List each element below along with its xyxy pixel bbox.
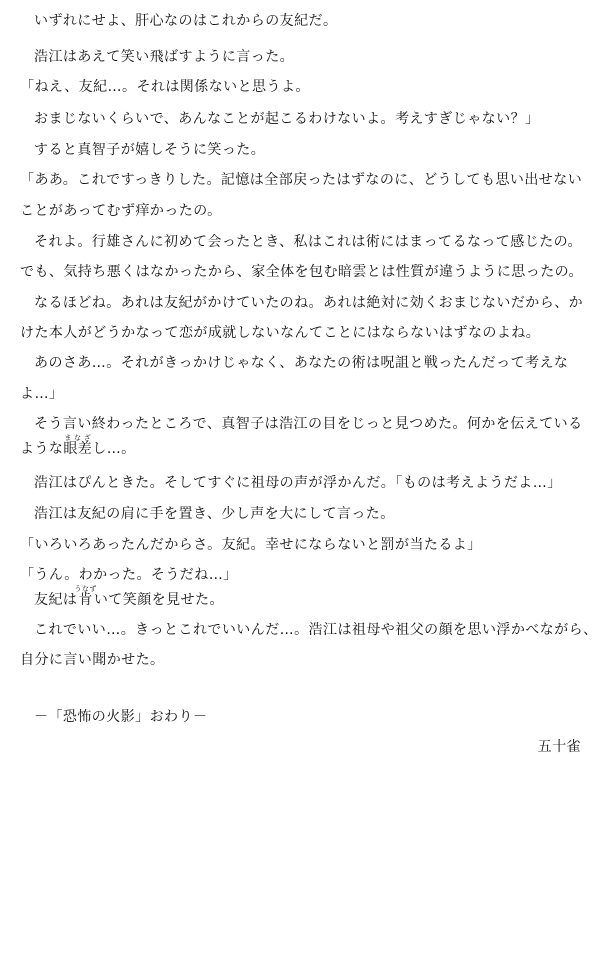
paragraph-line: なるほどね。あれは友紀がかけていたのね。あれは絶対に効くおまじないだから、か — [34, 295, 584, 311]
paragraph-line: 「ああ。これですっきりした。記憶は全部戻ったはずなのに、どうしても思い出せない — [20, 172, 583, 188]
paragraph-line: よ…」 — [20, 386, 64, 402]
paragraph-line: それよ。行雄さんに初めて会ったとき、私はこれは術にはまってるなって感じたの。 — [34, 234, 582, 250]
paragraph-line: そう言い終わったところで、真智子は浩江の目をじっと見つめた。何かを伝えている — [34, 416, 583, 432]
ruby-line — [34, 585, 224, 609]
ruby-before-text: 友紀は — [34, 592, 78, 608]
ruby-after-text: いて笑顔を見せた。 — [93, 592, 224, 608]
ruby-reading: うなず — [74, 585, 97, 593]
paragraph-line: 「うん。わかった。そうだね…」 — [20, 567, 238, 583]
paragraph-line: すると真智子が嬉しそうに笑った。 — [34, 142, 266, 158]
paragraph-line: おまじないくらいで、あんなことが起こるわけないよ。考えすぎじゃない？」 — [34, 111, 540, 127]
paragraph-line: 「ねえ、友紀…。それは関係ないと思うよ。 — [20, 79, 310, 95]
paragraph-line: いずれにせよ、肝心なのはこれからの友紀だ。 — [34, 13, 338, 29]
paragraph-line: 自分に言い聞かせた。 — [20, 652, 165, 668]
paragraph-line: 「いろいろあったんだからさ。友紀。幸せにならないと罰が当たるよ」 — [20, 537, 482, 553]
ruby-line — [20, 434, 136, 458]
ruby-base: 眼差 — [63, 441, 93, 457]
end-mark: －「恐怖の火影」おわり－ — [34, 709, 208, 725]
paragraph-line: ことがあってむず痒かったの。 — [20, 203, 222, 219]
paragraph-line: 浩江は友紀の肩に手を置き、少し声を大にして言った。 — [34, 506, 395, 522]
ruby-annotation — [74, 585, 97, 608]
paragraph-line: でも、気持ち悪くはなかったから、家全体を包む暗雲とは性質が違うように思ったの。 — [20, 264, 583, 280]
paragraph-line: あのさあ…。それがきっかけじゃなく、あなたの術は呪詛と戦ったんだって考えな — [34, 355, 569, 371]
paragraph-line: これでいい…。きっとこれでいいんだ…。浩江は祖母や祖父の顔を思い浮かべながら、 — [34, 622, 598, 638]
ruby-after-text: し…。 — [92, 441, 136, 457]
paragraph-line: 浩江はぴんときた。そしてすぐに祖母の声が浮かんだ。「ものは考えようだよ…」 — [34, 475, 562, 491]
ruby-annotation — [63, 434, 93, 457]
paragraph-line: けた本人がどうかなって恋が成就しないなんてことにはならないはずなのよね。 — [20, 325, 541, 341]
ruby-before-text: ような — [20, 441, 64, 457]
ruby-base: 肯 — [74, 592, 97, 608]
ruby-reading: まなざ — [63, 434, 93, 442]
paragraph-line: 浩江はあえて笑い飛ばすように言った。 — [34, 49, 295, 65]
author-name: 五十雀 — [537, 739, 581, 755]
